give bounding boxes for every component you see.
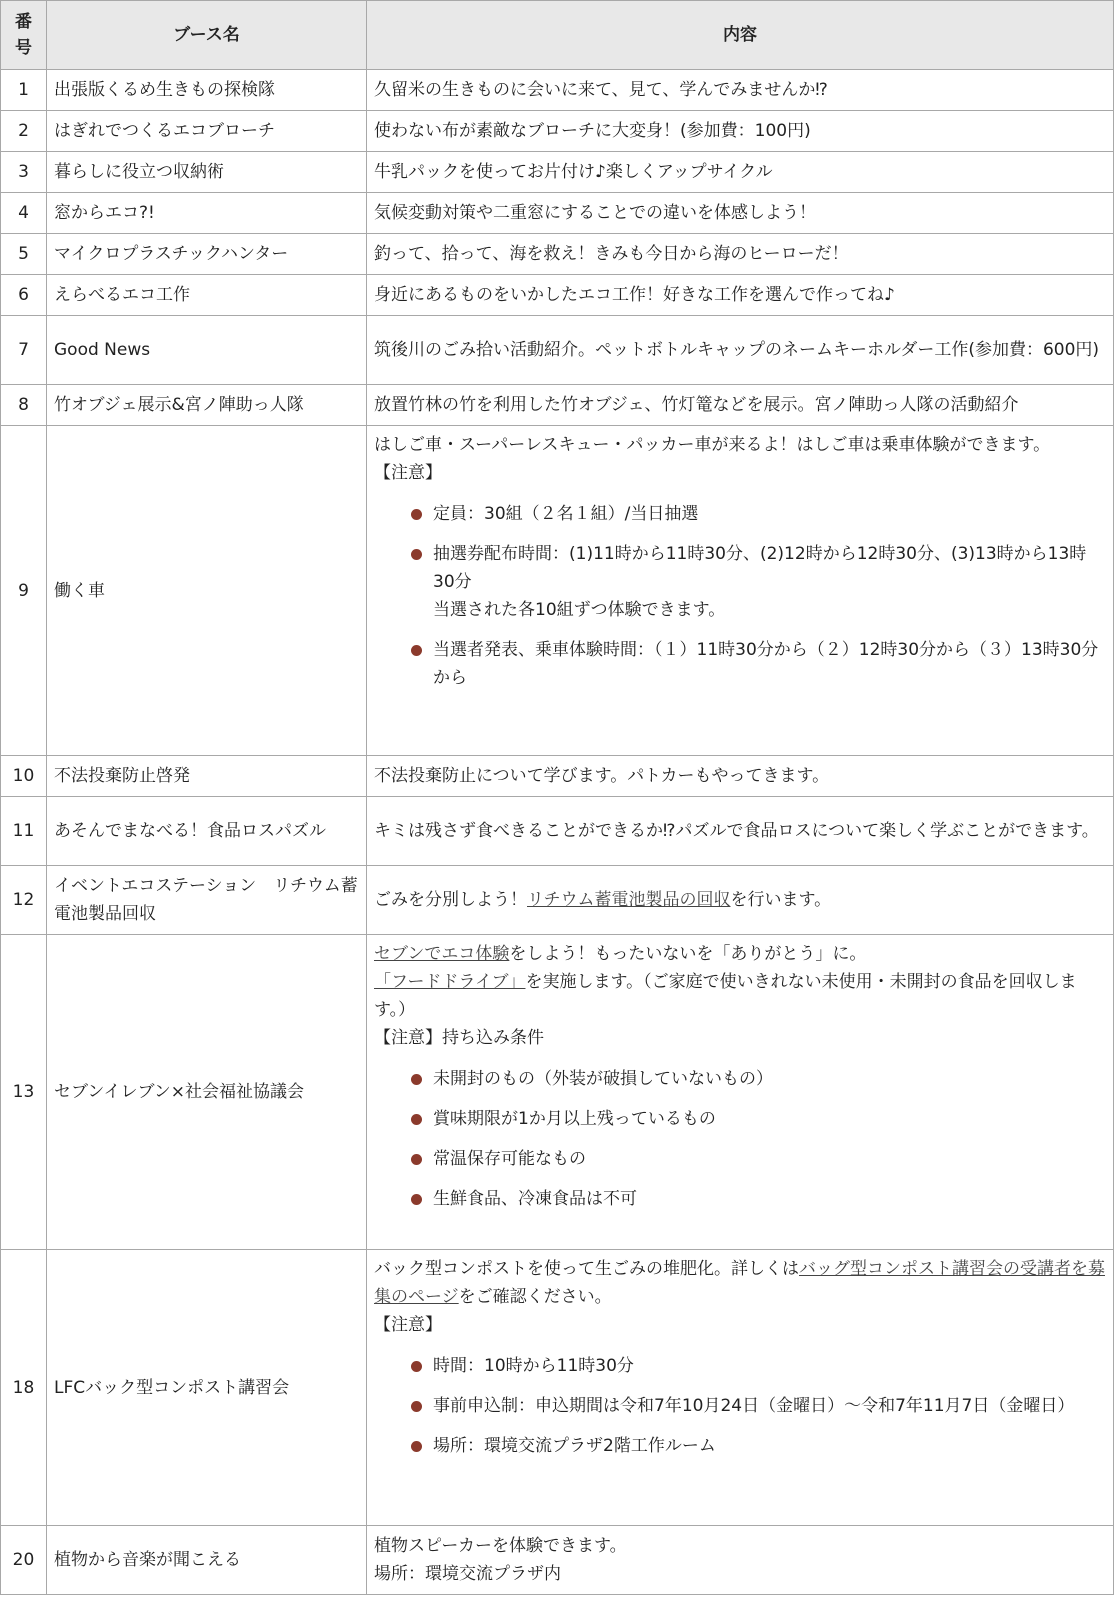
bullet-list: [374, 1065, 1106, 1213]
table-row: [1, 935, 1114, 1250]
table-header-row: [1, 1, 1114, 70]
row-number: 6: [1, 275, 47, 316]
row-number: 8: [1, 385, 47, 426]
bullet-list: [374, 1352, 1106, 1460]
table-row: [1, 275, 1114, 316]
booth-content: 牛乳パックを使ってお片付け♪楽しくアップサイクル: [367, 152, 1114, 193]
row-number: 3: [1, 152, 47, 193]
table-row: [1, 152, 1114, 193]
food-drive-link[interactable]: 「フードドライブ」: [374, 972, 526, 992]
booth-name: 竹オブジェ展示&宮ノ陣助っ人隊: [47, 385, 367, 426]
list-item: [411, 1065, 1106, 1093]
content-text: バック型コンポストを使って生ごみの堆肥化。詳しくは: [374, 1259, 799, 1279]
content-text: ごみを分別しよう！: [374, 890, 527, 910]
booth-name: 出張版くるめ生きもの探検隊: [47, 70, 367, 111]
booth-name: 暮らしに役立つ収納術: [47, 152, 367, 193]
booth-content: 気候変動対策や二重窓にすることでの違いを体感しよう！: [367, 193, 1114, 234]
booth-content: [367, 1526, 1114, 1595]
booth-name: 植物から音楽が聞こえる: [47, 1526, 367, 1595]
row-number: 12: [1, 866, 47, 935]
list-item-text: 賞味期限が1か月以上残っているもの: [433, 1109, 716, 1129]
list-item: [411, 1185, 1106, 1213]
booth-name: 不法投棄防止啓発: [47, 756, 367, 797]
content-text: 植物スピーカーを体験できます。: [374, 1536, 627, 1556]
row-number: 9: [1, 426, 47, 756]
header-number: 番号: [1, 1, 47, 70]
list-item-text: 場所：環境交流プラザ2階工作ルーム: [433, 1436, 716, 1456]
content-text: を行います。: [730, 890, 832, 910]
row-number: 10: [1, 756, 47, 797]
booth-name: Good News: [47, 316, 367, 385]
list-item: [411, 1392, 1106, 1420]
list-item-text: 生鮮食品、冷凍食品は不可: [433, 1189, 637, 1209]
row-number: 1: [1, 70, 47, 111]
content-note: 【注意】持ち込み条件: [374, 1028, 544, 1048]
list-item: [411, 636, 1106, 692]
booth-content: 釣って、拾って、海を救え！きみも今日から海のヒーローだ！: [367, 234, 1114, 275]
table-row: [1, 316, 1114, 385]
table-row: [1, 111, 1114, 152]
booth-content: 身近にあるものをいかしたエコ工作！好きな工作を選んで作ってね♪: [367, 275, 1114, 316]
list-item: [411, 1432, 1106, 1460]
content-intro: はしご車・スーパーレスキュー・パッカー車が来るよ！はしご車は乗車体験ができます。: [374, 435, 1051, 455]
booth-name: マイクロプラスチックハンター: [47, 234, 367, 275]
content-note: 【注意】: [374, 1315, 442, 1335]
table-row: [1, 866, 1114, 935]
row-number: 7: [1, 316, 47, 385]
compost-page-link[interactable]: バッグ型コンポスト講習会の受講者を募集のページ: [374, 1259, 1105, 1307]
list-item-text: 常温保存可能なもの: [433, 1149, 586, 1169]
list-item: [411, 1105, 1106, 1133]
header-booth-name: ブース名: [47, 1, 367, 70]
row-number: 13: [1, 935, 47, 1250]
table-row: [1, 385, 1114, 426]
recycling-link[interactable]: リチウム蓄電池製品の回収: [527, 890, 731, 910]
list-item-text: 未開封のもの（外装が破損していないもの）: [433, 1069, 773, 1089]
table-row: [1, 70, 1114, 111]
row-number: 20: [1, 1526, 47, 1595]
bullet-list: [374, 500, 1106, 692]
booth-content: 久留米の生きものに会いに来て、見て、学んでみませんか⁉: [367, 70, 1114, 111]
booth-name: あそんでまなべる！食品ロスパズル: [47, 797, 367, 866]
booth-name: 働く車: [47, 426, 367, 756]
list-item-text: 抽選券配布時間：(1)11時から11時30分、(2)12時から12時30分、(3)13時から13時30分: [433, 544, 1087, 592]
booth-name: はぎれでつくるエコブローチ: [47, 111, 367, 152]
content-text: を実施します。（ご家庭で使いきれない未使用・未開封の食品を回収します。）: [374, 972, 1077, 1020]
row-number: 2: [1, 111, 47, 152]
content-text: をしよう！もったいないを「ありがとう」に。: [509, 944, 867, 964]
content-note: 【注意】: [374, 463, 442, 483]
booth-content: [367, 426, 1114, 756]
list-item-text: 時間：10時から11時30分: [433, 1356, 634, 1376]
table-row: [1, 756, 1114, 797]
row-number: 4: [1, 193, 47, 234]
list-item-subtext: 当選された各10組ずつ体験できます。: [433, 600, 726, 620]
seven-eco-link[interactable]: セブンでエコ体験: [374, 944, 510, 964]
header-content: 内容: [367, 1, 1114, 70]
table-row: [1, 1250, 1114, 1526]
row-number: 18: [1, 1250, 47, 1526]
content-text: をご確認ください。: [458, 1287, 612, 1307]
list-item-text: 定員：30組（２名１組）/当日抽選: [433, 504, 699, 524]
booth-content: [367, 1250, 1114, 1526]
booth-name: 窓からエコ?!: [47, 193, 367, 234]
booth-name: LFCバック型コンポスト講習会: [47, 1250, 367, 1526]
list-item: [411, 1145, 1106, 1173]
booth-name: イベントエコステーション リチウム蓄電池製品回収: [47, 866, 367, 935]
booth-name: えらべるエコ工作: [47, 275, 367, 316]
booth-content: 使わない布が素敵なブローチに大変身！(参加費：100円): [367, 111, 1114, 152]
table-row: [1, 193, 1114, 234]
booth-content: 筑後川のごみ拾い活動紹介。ペットボトルキャップのネームキーホルダー工作(参加費：600円): [367, 316, 1114, 385]
list-item-text: 当選者発表、乗車体験時間：（１）11時30分から（２）12時30分から（３）13時30分から: [433, 640, 1099, 688]
booth-name: セブンイレブン×社会福祉協議会: [47, 935, 367, 1250]
booth-content: [367, 866, 1114, 935]
list-item: [411, 1352, 1106, 1380]
table-row: [1, 797, 1114, 866]
table-row: [1, 234, 1114, 275]
booth-content: 不法投棄防止について学びます。パトカーもやってきます。: [367, 756, 1114, 797]
booth-content: [367, 935, 1114, 1250]
row-number: 11: [1, 797, 47, 866]
list-item: [411, 500, 1106, 528]
content-text: 場所：環境交流プラザ内: [374, 1564, 561, 1584]
table-row: [1, 1526, 1114, 1595]
row-number: 5: [1, 234, 47, 275]
list-item: [411, 540, 1106, 624]
booth-content: 放置竹林の竹を利用した竹オブジェ、竹灯篭などを展示。宮ノ陣助っ人隊の活動紹介: [367, 385, 1114, 426]
list-item-text: 事前申込制：申込期間は令和7年10月24日（金曜日）～令和7年11月7日（金曜日）: [433, 1396, 1075, 1416]
booth-content: キミは残さず食べきることができるか⁉パズルで食品ロスについて楽しく学ぶことができます。: [367, 797, 1114, 866]
table-row: [1, 426, 1114, 756]
